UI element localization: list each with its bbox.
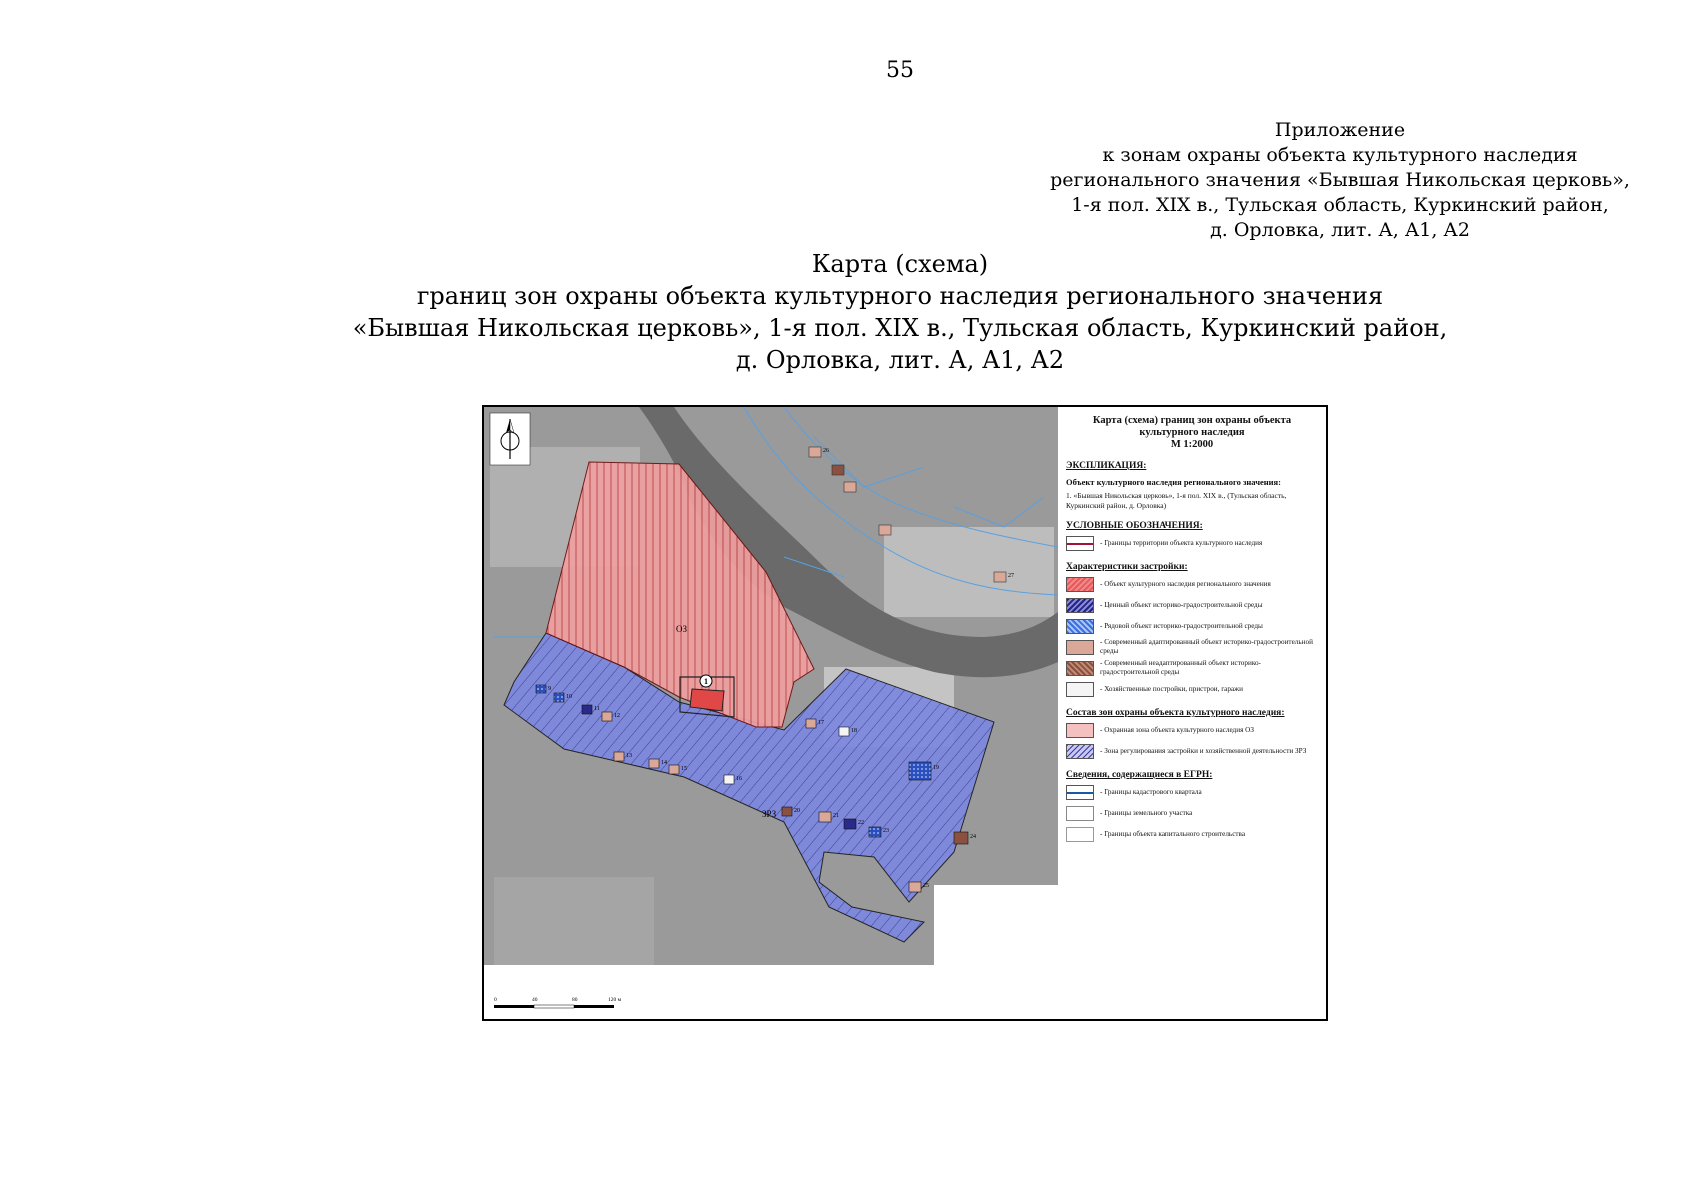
legend-item xyxy=(1066,742,1320,760)
territory-swatch xyxy=(1066,536,1094,551)
building-footprint[interactable] xyxy=(879,525,891,535)
appendix-line: к зонам охраны объекта культурного наследия xyxy=(1102,144,1578,166)
building-number: 12 xyxy=(614,713,620,719)
building-number: 19 xyxy=(933,765,939,771)
building-footprint[interactable] xyxy=(909,762,931,780)
cadastral-swatch xyxy=(1066,785,1094,800)
title-line: «Бывшая Никольская церковь», 1-я пол. XIX в., Тульская область, Куркинский район, xyxy=(352,314,1448,342)
building-number: 20 xyxy=(794,808,800,814)
building-footprint[interactable] xyxy=(536,685,546,693)
legend-item-label: - Границы кадастрового квартала xyxy=(1100,787,1202,796)
building-footprint[interactable] xyxy=(806,719,816,728)
building-footprint[interactable] xyxy=(649,759,659,768)
page-number: 55 xyxy=(886,58,914,83)
building-number: 13 xyxy=(626,753,632,759)
scale-tick: 40 xyxy=(532,997,538,1003)
legend-item xyxy=(1066,659,1320,677)
legend-item xyxy=(1066,804,1320,822)
building-number: 9 xyxy=(548,686,551,692)
legend-item-label: - Хозяйственные постройки, пристрои, гаражи xyxy=(1100,684,1243,693)
building-footprint[interactable] xyxy=(724,775,734,784)
object-description: 1. «Бывшая Никольская церковь», 1-я пол. XIX в., (Тульская область, Куркинский район, д. Орловка) xyxy=(1066,491,1287,510)
capital-construction-swatch xyxy=(1066,827,1094,842)
legend-item-label: - Рядовой объект историко-градостроительной среды xyxy=(1100,621,1263,630)
legend-item xyxy=(1066,680,1320,698)
building-footprint[interactable] xyxy=(819,812,831,822)
building-footprint[interactable] xyxy=(954,832,968,844)
appendix-line: регионального значения «Бывшая Никольская церковь», xyxy=(1050,169,1630,191)
title-line: Карта (схема) xyxy=(811,250,989,278)
appendix-line: Приложение xyxy=(1274,119,1406,141)
land-plot-swatch xyxy=(1066,806,1094,821)
legend-item-label: - Границы объекта капитального строительства xyxy=(1100,829,1246,838)
zrz-swatch xyxy=(1066,744,1094,759)
legend-item xyxy=(1066,596,1320,614)
legend-title: Карта (схема) границ зон охраны объекта культурного наследия xyxy=(1092,415,1292,438)
legend-scale: М 1:2000 xyxy=(1170,439,1214,450)
building-number: 18 xyxy=(851,728,857,734)
ordinary-object-swatch xyxy=(1066,619,1094,634)
legend-item-label: - Охранная зона объекта культурного наследия ОЗ xyxy=(1100,725,1254,734)
title-line: д. Орловка, лит. А, А1, А2 xyxy=(735,346,1065,374)
map-cutout xyxy=(934,885,1058,975)
outbuilding-swatch xyxy=(1066,682,1094,697)
valuable-object-swatch xyxy=(1066,598,1094,613)
appendix-line: д. Орловка, лит. А, А1, А2 xyxy=(1210,219,1470,241)
legend-item xyxy=(1066,783,1320,801)
non-adapted-object-swatch xyxy=(1066,661,1094,676)
building-number: 21 xyxy=(833,813,839,819)
map-canvas[interactable] xyxy=(484,407,1058,1019)
scale-tick: 120 м xyxy=(608,997,622,1003)
legend-item-label: - Современный неадаптированный объект историко-градостроительной среды xyxy=(1100,659,1261,676)
appendix-note xyxy=(1015,118,1665,243)
legend-item xyxy=(1066,617,1320,635)
building-footprint[interactable] xyxy=(832,465,844,475)
map-frame xyxy=(482,405,1328,1021)
building-number: 26 xyxy=(823,448,829,454)
field-patch xyxy=(884,527,1054,617)
legend-item-label: - Границы территории объекта культурного наследия xyxy=(1100,538,1263,547)
building-number: 25 xyxy=(923,883,929,889)
explication-heading: ЭКСПЛИКАЦИЯ: xyxy=(1066,461,1147,471)
building-footprint[interactable] xyxy=(839,727,849,736)
legend-item-label: - Зона регулирования застройки и хозяйственной деятельности ЗРЗ xyxy=(1100,746,1307,755)
title-line: границ зон охраны объекта культурного наследия регионального значения xyxy=(416,282,1384,310)
legend-item-label: - Современный адаптированный объект историко-градостроительной среды xyxy=(1100,638,1313,655)
building-number: 23 xyxy=(883,828,889,834)
building-footprint[interactable] xyxy=(909,882,921,892)
building-number: 22 xyxy=(858,820,864,826)
building-footprint[interactable] xyxy=(669,765,679,774)
building-footprint[interactable] xyxy=(602,712,612,721)
zones-heading: Состав зон охраны объекта культурного наследия: xyxy=(1066,708,1285,718)
oz-swatch xyxy=(1066,723,1094,738)
adapted-object-swatch xyxy=(1066,640,1094,655)
map-legend xyxy=(1058,407,1326,1019)
building-number: 17 xyxy=(818,720,824,726)
field-patch xyxy=(494,877,654,977)
legend-item-label: - Объект культурного наследия регионального значения xyxy=(1100,579,1271,588)
building-footprint[interactable] xyxy=(614,752,624,761)
legend-item xyxy=(1066,825,1320,843)
building-footprint[interactable] xyxy=(844,482,856,492)
document-title xyxy=(320,248,1480,376)
building-footprint[interactable] xyxy=(582,705,592,714)
north-arrow-icon xyxy=(490,413,530,465)
building-number: 15 xyxy=(681,766,687,772)
building-footprint[interactable] xyxy=(994,572,1006,582)
building-footprint[interactable] xyxy=(844,819,856,829)
building-footprint[interactable] xyxy=(554,693,564,702)
object-heading: Объект культурного наследия регионального значения: xyxy=(1066,477,1281,487)
scale-tick: 80 xyxy=(572,997,578,1003)
legend-item-label: - Ценный объект историко-градостроительной среды xyxy=(1100,600,1263,609)
building-number: 24 xyxy=(970,834,976,840)
building-number: 11 xyxy=(594,706,600,712)
building-number: 10 xyxy=(566,694,572,700)
church-building[interactable] xyxy=(690,689,724,711)
heritage-object-swatch xyxy=(1066,577,1094,592)
building-footprint[interactable] xyxy=(869,827,881,837)
building-heading: Характеристики застройки: xyxy=(1066,562,1188,572)
legend-item-label: - Границы земельного участка xyxy=(1100,808,1193,817)
legend-item xyxy=(1066,575,1320,593)
legend-item xyxy=(1066,721,1320,739)
zrz-label: ЗРЗ xyxy=(762,809,777,819)
oz-label: ОЗ xyxy=(676,624,688,634)
building-footprint[interactable] xyxy=(782,807,792,816)
object-marker-number: 1 xyxy=(704,677,708,686)
building-number: 16 xyxy=(736,776,742,782)
legend-item xyxy=(1066,534,1320,552)
egrn-heading: Сведения, содержащиеся в ЕГРН: xyxy=(1066,770,1213,780)
scale-tick: 0 xyxy=(494,997,497,1003)
appendix-line: 1-я пол. XIX в., Тульская область, Куркинский район, xyxy=(1071,194,1609,216)
building-number: 27 xyxy=(1008,573,1014,579)
building-footprint[interactable] xyxy=(809,447,821,457)
symbols-heading: УСЛОВНЫЕ ОБОЗНАЧЕНИЯ: xyxy=(1066,521,1203,531)
legend-item xyxy=(1066,638,1320,656)
building-number: 14 xyxy=(661,760,667,766)
